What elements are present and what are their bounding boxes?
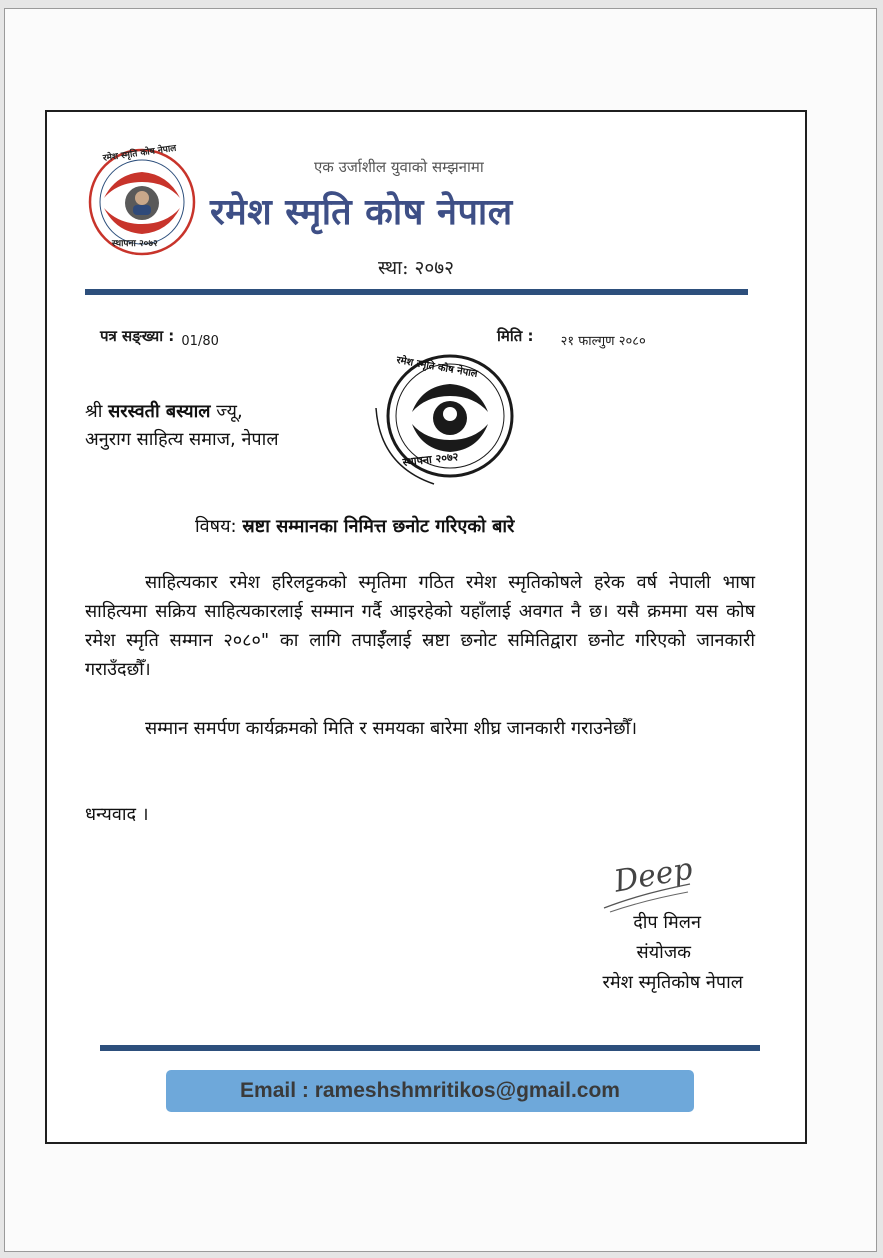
established-year: स्था: २०७२ bbox=[378, 257, 455, 279]
signatory-name: दीप मिलन bbox=[633, 912, 701, 933]
header-divider bbox=[85, 289, 748, 295]
addressee-suffix: ज्यू, bbox=[216, 401, 243, 422]
stamp-text-top: रमेश स्मृति कोष नेपाल bbox=[395, 354, 479, 381]
logo-text-top: रमेश स्मृति कोष नेपाल bbox=[102, 143, 178, 164]
org-tagline: एक उर्जाशील युवाको सम्झनामा bbox=[314, 158, 484, 176]
email-text[interactable]: Email : rameshshmritikos@gmail.com bbox=[240, 1079, 620, 1102]
org-name: रमेश स्मृति कोष नेपाल bbox=[210, 192, 513, 233]
signature-scribble: Deep bbox=[611, 851, 696, 900]
date-value: २१ फाल्गुण २०८० bbox=[560, 334, 646, 349]
subject-label: विषय: bbox=[195, 516, 237, 537]
signatory-title: संयोजक bbox=[636, 942, 691, 963]
addressee-prefix: श्री bbox=[85, 401, 103, 422]
addressee-block bbox=[85, 398, 279, 454]
stamp-text-bottom: स्थापना २०७२ bbox=[402, 450, 460, 469]
body-paragraph-1: साहित्यकार रमेश हरिलट्टकको स्मृतिमा गठित रमेश स्मृतिकोषले हरेक वर्ष नेपाली भाषा साहित्यमा सक्रिय साहित्यकारलाई सम्मान गर्दै आइरहेको यहाँलाई अवगत नै छ। यसै क्रममा यस कोष रमेश स्मृति सम्मान २०८०" का लागि तपाईँलाई स्रष्टा छनोट समितिद्वारा छनोट गरिएको जानकारी गराउँदछौँ। bbox=[85, 572, 755, 680]
addressee-line-1 bbox=[85, 398, 279, 426]
letter-date bbox=[497, 326, 646, 349]
body-paragraph-2: सम्मान समर्पण कार्यक्रमको मिति र समयका बारेमा शीघ्र जानकारी गराउनेछौँ। bbox=[145, 718, 638, 739]
footer-divider bbox=[100, 1045, 760, 1051]
date-label: मिति : bbox=[497, 327, 534, 345]
ref-value: 01/80 bbox=[181, 334, 219, 349]
email-banner bbox=[166, 1070, 694, 1112]
logo-text-bottom: स्थापना २०७२ bbox=[112, 239, 158, 249]
reference-number bbox=[100, 326, 219, 349]
addressee-name: सरस्वती बस्याल bbox=[108, 401, 211, 422]
signatory-organization: रमेश स्मृतिकोष नेपाल bbox=[602, 972, 743, 993]
addressee-organization: अनुराग साहित्य समाज, नेपाल bbox=[85, 429, 279, 450]
subject-text: स्रष्टा सम्मानका निमित्त छनोट गरिएको बारे bbox=[242, 516, 515, 537]
ref-label: पत्र सङ्ख्या : bbox=[100, 327, 175, 345]
subject-line bbox=[195, 514, 514, 538]
signature-block bbox=[603, 908, 743, 998]
closing-thanks: धन्यवाद । bbox=[85, 804, 149, 825]
